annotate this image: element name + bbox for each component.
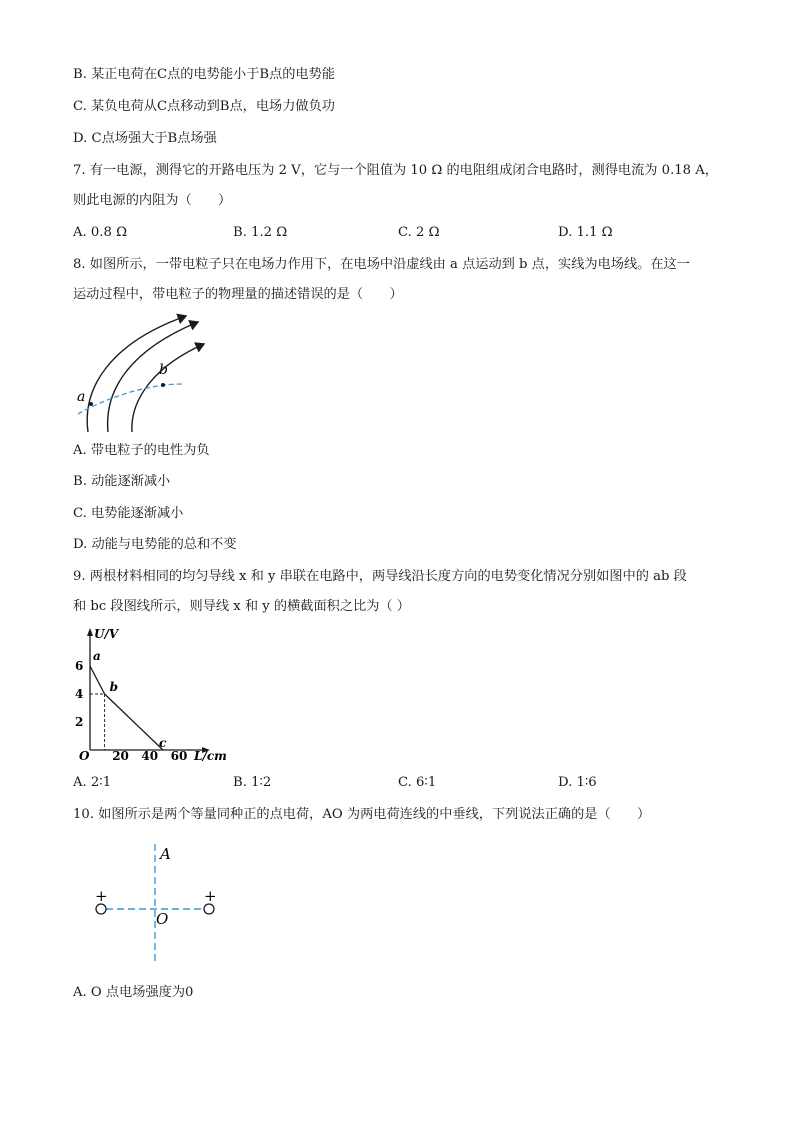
q8-option-a: A. 带电粒子的电性为负 <box>73 443 210 458</box>
charge-right-sign: + <box>204 887 217 905</box>
q7-option-b: B. 1.2 Ω <box>233 225 288 240</box>
q8-stem-line1: 8. 如图所示，一带电粒子只在电场力作用下，在电场中沿虚线由 a 点运动到 b 点，实线为电场线。在这一 <box>73 257 690 272</box>
charge-left <box>96 904 106 914</box>
point-label-c: c <box>159 736 167 750</box>
segment-bc <box>105 694 163 750</box>
segment-ab <box>90 666 105 694</box>
q6-option-d: D. C点场强大于B点场强 <box>73 131 217 146</box>
q10-charges-figure <box>90 838 230 968</box>
label-a: a <box>77 389 86 405</box>
charge-left-sign: + <box>95 887 108 905</box>
q8-field-figure <box>70 308 220 436</box>
q8-option-b: B. 动能逐渐减小 <box>73 474 171 489</box>
charge-right <box>204 904 214 914</box>
q7-stem-line2: 则此电源的内阻为（ ） <box>73 193 232 208</box>
y-tick-label-4: 4 <box>75 687 84 701</box>
x-tick-label-20: 20 <box>112 749 129 763</box>
y-axis-arrow <box>87 628 93 636</box>
q8-stem-line2: 运动过程中，带电粒子的物理量的描述错误的是（ ） <box>73 287 403 302</box>
field-line-2 <box>108 322 198 432</box>
q8-option-d: D. 动能与电势能的总和不变 <box>73 537 237 552</box>
q7-stem-line1: 7. 有一电源，测得它的开路电压为 2 V，它与一个阻值为 10 Ω 的电阻组成闭合电路时，测得电流为 0.18 A， <box>73 163 718 178</box>
point-b <box>161 383 165 387</box>
q8-option-c: C. 电势能逐渐减小 <box>73 506 184 521</box>
q9-u-l-chart <box>70 624 230 764</box>
q6-option-b: B. 某正电荷在C点的电势能小于B点的电势能 <box>73 67 336 82</box>
q7-option-d: D. 1.1 Ω <box>558 225 613 240</box>
q9-stem-line2: 和 bc 段图线所示，则导线 x 和 y 的横截面积之比为（ ） <box>73 599 410 614</box>
q7-option-a: A. 0.8 Ω <box>73 225 128 240</box>
point-label-b: b <box>109 680 118 694</box>
x-axis-label: L/cm <box>194 749 227 763</box>
q7-option-c: C. 2 Ω <box>398 225 440 240</box>
x-tick-label-O: O <box>79 749 90 763</box>
y-tick-label-6: 6 <box>75 659 84 673</box>
point-label-a: a <box>93 649 101 663</box>
label-O: O <box>156 910 169 928</box>
q10-stem-line1: 10. 如图所示是两个等量同种正的点电荷，AO 为两电荷连线的中垂线，下列说法正确的是（ ） <box>73 807 651 822</box>
point-a <box>89 402 93 406</box>
q9-stem-line1: 9. 两根材料相同的均匀导线 x 和 y 串联在电路中，两导线沿长度方向的电势变化情况分别如图中的 ab 段 <box>73 569 687 584</box>
x-tick-label-60: 60 <box>170 749 188 763</box>
q9-option-a: A. 2∶1 <box>73 775 112 790</box>
label-A: A <box>160 845 171 863</box>
field-line-3 <box>132 344 204 432</box>
y-axis-label: U/V <box>94 627 119 641</box>
label-b: b <box>159 362 168 378</box>
q9-option-c: C. 6∶1 <box>398 775 437 790</box>
q9-option-d: D. 1∶6 <box>558 775 597 790</box>
q9-option-b: B. 1∶2 <box>233 775 272 790</box>
y-tick-label-2: 2 <box>75 715 84 729</box>
x-tick-label-40: 40 <box>141 749 159 763</box>
field-line-1 <box>87 316 186 432</box>
q6-option-c: C. 某负电荷从C点移动到B点，电场力做负功 <box>73 99 335 114</box>
q10-option-a: A. O 点电场强度为0 <box>73 985 194 1000</box>
